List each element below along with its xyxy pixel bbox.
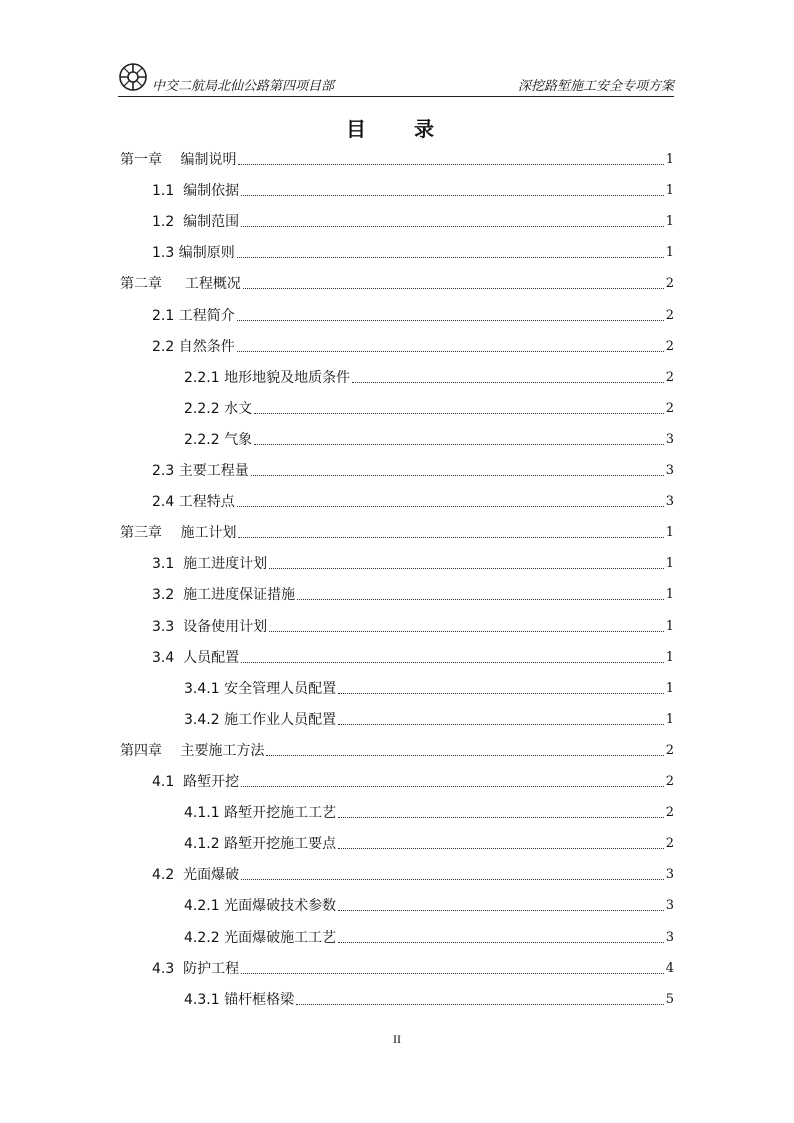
toc-leader-dots [296,1003,664,1005]
toc-leader-dots [266,754,663,756]
toc-leader-dots [241,972,664,974]
toc-leader-dots [338,909,664,911]
toc-leader-dots [237,256,664,258]
toc-entry[interactable] [152,614,674,636]
toc-entry-page: 1 [665,587,674,603]
toc-entry-page: 5 [665,991,674,1007]
toc-title: 目 录 [346,117,448,141]
toc-leader-dots [269,630,664,632]
toc-entry-title: 1.1 编制依据 [152,183,240,200]
toc-entry-page: 3 [665,494,674,510]
toc-entry-title: 3.2 施工进度保证措施 [152,587,296,604]
toc-entry[interactable] [152,582,674,604]
toc-entry[interactable] [152,178,674,200]
toc-entry-title: 3.4.1 安全管理人员配置 [184,680,337,697]
header-document-title: 深挖路堑施工安全专项方案 [517,79,674,94]
toc-entry-page: 2 [665,742,674,758]
toc-entry-title: 第一章 编制说明 [120,152,237,168]
header-divider [118,96,674,97]
toc-entry-title: 3.3 设备使用计划 [152,618,268,635]
toc-leader-dots [237,350,664,352]
page-number: II [393,1032,401,1046]
toc-entry-page: 3 [665,867,674,883]
toc-entry-page: 2 [665,307,674,323]
toc-entry-page: 2 [665,836,674,852]
toc-entry-title: 4.2.2 光面爆破施工工艺 [184,929,337,946]
toc-entry-title: 4.2 光面爆破 [152,867,240,884]
toc-entry-page: 1 [665,711,674,727]
toc-leader-dots [241,225,664,227]
toc-leader-dots [241,878,664,880]
toc-entry-page: 1 [665,214,674,230]
toc-leader-dots [238,163,663,165]
toc-entry-title: 1.3 编制原则 [152,245,235,262]
toc-entry[interactable] [184,396,674,418]
toc-entry-page: 1 [665,649,674,665]
toc-entry[interactable] [184,925,674,947]
toc-entry-page: 2 [665,805,674,821]
toc-leader-dots [338,723,664,725]
toc-leader-dots [297,598,664,600]
toc-leader-dots [251,474,664,476]
toc-leader-dots [238,536,663,538]
toc-leader-dots [243,287,664,289]
toc-entry-title: 4.1.1 路堑开挖施工工艺 [184,805,337,822]
toc-entry[interactable] [152,209,674,231]
toc-leader-dots [241,661,664,663]
toc-leader-dots [241,194,664,196]
toc-entry-title: 2.2.1 地形地貌及地质条件 [184,369,351,386]
toc-entry[interactable] [152,551,674,573]
toc-entry-page: 3 [665,463,674,478]
toc-entry[interactable] [184,427,674,449]
toc-entry[interactable] [152,956,674,978]
toc-leader-dots [237,505,664,507]
toc-entry-page: 3 [665,431,674,447]
toc-entry-page: 1 [665,183,674,199]
toc-entry-page: 1 [665,152,674,167]
toc-entry[interactable] [152,334,674,356]
toc-entry-page: 3 [665,898,674,914]
toc-entry-page: 1 [665,525,674,541]
toc-entry-title: 2.1 工程简介 [152,307,235,324]
toc-entry-title: 4.2.1 光面爆破技术参数 [184,898,337,915]
toc-leader-dots [352,381,664,383]
toc-entry-title: 第二章 工程概况 [120,276,241,293]
toc-entry-title: 2.2.2 水文 [184,400,253,417]
toc-entry-page: 1 [665,556,674,572]
toc-leader-dots [338,816,664,818]
toc-entry-page: 3 [665,929,674,945]
toc-entry[interactable] [152,645,674,667]
toc-entry-title: 第三章 施工计划 [120,525,237,542]
toc-entry[interactable] [184,987,674,1009]
toc-entry[interactable] [120,147,674,169]
toc-entry-title: 3.1 施工进度计划 [152,556,268,573]
toc-entry-page: 1 [665,680,674,696]
toc-entry[interactable] [184,893,674,915]
toc-entry[interactable] [152,458,674,480]
company-logo-icon [118,62,148,92]
toc-entry-title: 第四章 主要施工方法 [120,742,265,759]
toc-entry-title: 3.4.2 施工作业人员配置 [184,711,337,728]
toc-entry-page: 2 [665,276,674,292]
toc-entry[interactable] [120,738,674,760]
toc-entry-title: 3.4 人员配置 [152,649,240,666]
toc-entry-title: 4.3.1 锚杆框格梁 [184,991,295,1008]
toc-entry-page: 2 [665,369,674,385]
toc-leader-dots [254,412,664,414]
toc-leader-dots [338,847,664,849]
toc-entry-page: 4 [665,960,674,976]
toc-leader-dots [338,941,664,943]
toc-entry-title: 4.1 路堑开挖 [152,774,240,790]
toc-entry[interactable] [184,831,674,853]
toc-entry-page: 2 [665,338,674,354]
toc-entry[interactable] [184,676,674,698]
toc-leader-dots [254,443,664,445]
toc-leader-dots [237,319,664,321]
toc-entry-title: 1.2 编制范围 [152,214,240,231]
page-header [118,62,674,96]
toc-entry[interactable] [152,240,674,262]
toc-entry-page: 1 [665,245,674,261]
toc-entry-title: 4.1.2 路堑开挖施工要点 [184,836,337,853]
toc-entry[interactable] [152,489,674,511]
toc-entry-title: 2.4 工程特点 [152,494,235,511]
toc-entry[interactable] [152,862,674,884]
toc-entry-page: 1 [665,618,674,634]
toc-entry[interactable] [120,520,674,542]
toc-entry-title: 2.2 自然条件 [152,338,235,355]
toc-entry[interactable] [120,271,674,293]
toc-entry-page: 2 [665,400,674,416]
toc-entry-title: 4.3 防护工程 [152,960,240,977]
toc-entry[interactable] [152,303,674,325]
header-project-name: 中交二航局北仙公路第四项目部 [152,79,335,94]
toc-entry[interactable] [152,769,674,791]
toc-entry[interactable] [184,365,674,387]
toc-leader-dots [269,567,664,569]
toc-entry-page: 2 [665,774,674,789]
toc-entry-title: 2.2.2 气象 [184,431,253,448]
toc-entry[interactable] [184,707,674,729]
toc-entry-title: 2.3 主要工程量 [152,463,249,479]
toc-entry[interactable] [184,800,674,822]
toc-leader-dots [338,692,664,694]
toc-leader-dots [241,785,664,787]
